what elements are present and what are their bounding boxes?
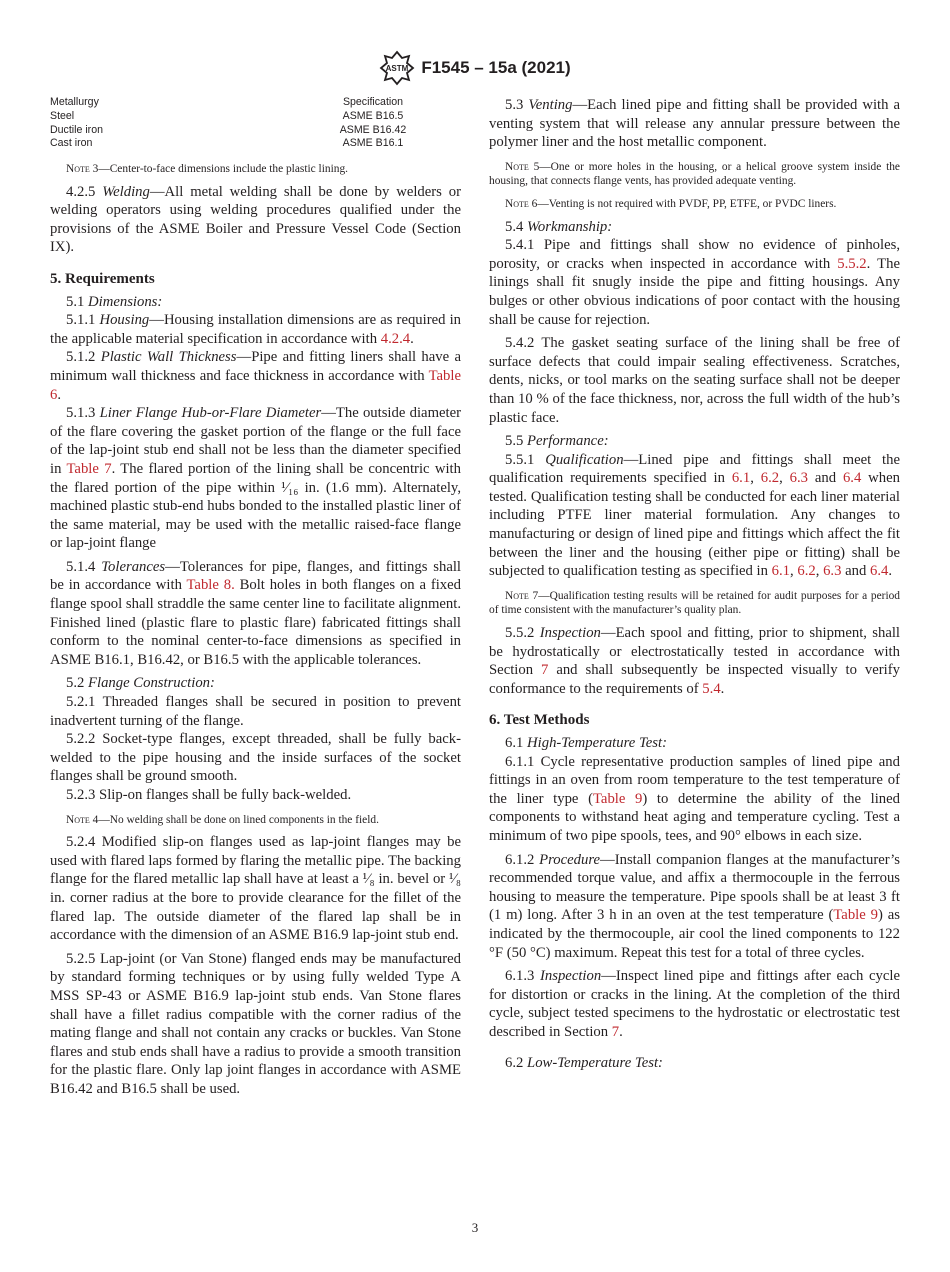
punctuation: .: [720, 680, 725, 697]
paragraph-number: 5.4: [505, 218, 528, 235]
paragraph-text: 5.4.1 Pipe and fittings shall show no evidence of pinholes, porosity, or cracks when inspected in accordance with: [489, 237, 900, 272]
paragraph-text: —Inspect lined pipe and fittings after each cycle for distortion or cracks in the lining. At the completion of the third cycle, subject tested specimens to the hydrostatic or electrostatic test described in Section: [489, 968, 900, 1040]
paragraph-5-2-4: 5.2.4 Modified slip-on flanges used as lap-joint flanges may be used with flared laps formed by flaring the metallic pipe. The backing flange for the flared metallic lap shall have at least a ¹⁄₈ in. bevel or ¹⁄₈ in. corner radius at the bore to provide clearance for the fillet of the flared lap. The outside diameter of the flared lap shall be in accordance with the dimension of an ASME B16.9 lap-joint stub end.: [50, 834, 461, 944]
paragraph-text: Bolt holes in both flanges on a fixed flange spool shall straddle the same center line to facilitate alignment. Finished lined (plastic flare to plastic flare) fabricated fittings shall conform to the nominal center-to-face dimensions as specified in ASME B16.1, B16.42, or B16.5 with the applicable tolerances.: [50, 577, 462, 668]
table-cell-metal: Cast iron: [50, 137, 93, 150]
paragraph-number: 6.1.3: [505, 968, 541, 985]
note-label: Note: [66, 813, 90, 826]
note-text: 5—One or more holes in the housing, or a helical groove system inside the housing, that connects flange vents, has provided adequate venting.: [489, 160, 900, 188]
punctuation: and: [808, 470, 843, 487]
paragraph-number: 6.1.2: [505, 851, 540, 868]
paragraph-text: —The outside diameter of the flare covering the gasket portion of the flange or the full face of the lap-joint stub end shall not be less than the diameter specified in: [50, 405, 461, 477]
paragraph-number: 4.2.5: [66, 183, 103, 200]
paragraph-5-5: [489, 432, 900, 451]
paragraph-text: —All metal welding shall be done by welders or welding operators using welding procedures qualified under the provisions of the ASME Boiler and Pressure Vessel Code (Section IX).: [50, 183, 461, 256]
note-label: Note: [505, 197, 529, 210]
paragraph-text: —Install companion flanges at the manufacturer’s recommended torque value, and affix a thermocouple in the ferrous housing to measure the temperature. Pipe spools shall be at least 3 ft (1 m) long. After 3 h in an oven at the test temperature (: [489, 851, 900, 924]
paragraph-title: Flange Construction:: [88, 675, 215, 692]
paragraph-6-1-3: [489, 967, 900, 1041]
punctuation: .: [57, 386, 62, 403]
note-text: 6—Venting is not required with PVDF, PP, ETFE, or PVDC liners.: [528, 197, 837, 210]
paragraph-text: ) as indicated by the thermocouple, air cool the lined components to 122 °F (50 °C) maximum. Repeat this test for a total of three cycles.: [489, 907, 900, 961]
paragraph-text: —Each spool and fitting, prior to shipment, shall be hydrostatically or electrostatically tested in accordance with Section: [489, 625, 901, 679]
paragraph-5-2-3: 5.2.3 Slip-on flanges shall be fully back-welded.: [66, 787, 352, 803]
paragraph-6-1-1: [489, 753, 900, 846]
paragraph-5-4: [489, 218, 900, 237]
paragraph-title: Procedure: [539, 851, 601, 868]
paragraph-title: Performance:: [527, 433, 609, 450]
xref-link[interactable]: Table 9: [592, 790, 643, 807]
table-header-metallurgy: Metallurgy: [50, 96, 99, 108]
paragraph-title: High-Temperature Test:: [527, 735, 667, 751]
table-cell-metal: Steel: [50, 109, 75, 122]
section-6-heading: 6. Test Methods: [489, 712, 590, 729]
note-3: [50, 162, 461, 177]
paragraph-title: Dimensions:: [88, 293, 163, 310]
table-cell-spec: ASME B16.42: [339, 123, 407, 136]
table-cell-spec: ASME B16.5: [342, 109, 404, 122]
paragraph-6-1-2: [489, 851, 900, 963]
paragraph-number: 5.5.1: [505, 451, 546, 468]
xref-link[interactable]: 7: [611, 1023, 620, 1040]
note-text: 7—Qualification testing results will be retained for audit purposes for a period of time consistent with the manufacturer’s quality plan.: [489, 589, 900, 617]
table-row: [50, 110, 461, 124]
paragraph-title: Inspection: [540, 968, 602, 985]
paragraph-5-5-2: [489, 624, 900, 698]
paragraph-number: 5.1.4: [66, 558, 102, 575]
punctuation: and: [841, 563, 870, 580]
xref-link[interactable]: Table 6: [50, 367, 461, 403]
paragraph-number: 5.1.1: [66, 312, 100, 329]
xref-link[interactable]: 6.1: [771, 563, 791, 580]
paragraph-5-2-5: 5.2.5 Lap-joint (or Van Stone) flanged ends may be manufactured by standard forming techniques or by using fully welded Type A MSS SP-43 or ASME B16.9 lap-joint stub ends. Van Stone flares shall have a fillet radius compatible with the corner radius of the mating flange and shall not contain any cracks or buckles. Van Stone flares and stub ends shall have a radius to provide a smooth transition for the plastic flare. Only lap joint flanges in accordance with ASME B16.42 and B16.5 shall be used.: [50, 950, 461, 1097]
paragraph-text: —Each lined pipe and fitting shall be provided with a venting system that will release any annular pressure between the polymer liner and the host metallic component.: [489, 97, 901, 151]
xref-link[interactable]: Table 9: [833, 907, 878, 924]
paragraph-text: . The linings shall fit snugly inside the pipe and fitting housings. Any bulges or other obvious indications of poor contact with the housing shall be cause for rejection.: [489, 255, 900, 328]
punctuation: ,: [779, 470, 790, 487]
paragraph-5-5-1: [489, 451, 900, 581]
xref-link[interactable]: 6.4: [842, 470, 862, 487]
note-6: [489, 197, 900, 212]
paragraph-5-4-2: 5.4.2 The gasket seating surface of the lining shall be free of surface defects that could impair sealing effectiveness. Scratches, dents, nicks, or tool marks on the seating surface shall not be deeper than 10 % of the face thickness, nor, across the full width of the hub’s plastic face.: [489, 335, 900, 426]
note-label: Note: [66, 163, 90, 175]
note-label: Note: [505, 160, 529, 173]
note-label: Note: [505, 589, 529, 602]
paragraph-5-1: [50, 293, 461, 312]
paragraph-title: Qualification: [545, 451, 624, 468]
paragraph-title: Housing: [99, 312, 150, 329]
paragraph-title: Low-Temperature Test:: [527, 1054, 663, 1071]
paragraph-6-1: [489, 734, 900, 753]
punctuation: .: [619, 1023, 623, 1040]
paragraph-text: . The flared portion of the lining shall be concentric with the flared portion of the pipe within ¹⁄₁₆ in. (1.6 mm). Alternately, machined plastic stub-end hubs bonded to the installed plastic liner of the same material, may be used with the metallic raised-face flange or lap-joint flange: [50, 460, 461, 552]
xref-link[interactable]: 7: [541, 662, 549, 679]
punctuation: ,: [750, 470, 761, 487]
logo-text: ASTM: [385, 64, 409, 73]
xref-link[interactable]: 4.2.4: [380, 330, 411, 347]
paragraph-number: 5.1: [66, 293, 89, 310]
page-header: [0, 50, 950, 86]
note-4: [50, 813, 461, 828]
right-column: [489, 96, 900, 1072]
punctuation: .: [888, 563, 893, 580]
paragraph-title: Venting: [528, 97, 573, 113]
xref-link[interactable]: 6.4: [869, 563, 889, 580]
paragraph-title: Welding: [102, 183, 150, 200]
paragraph-5-2-1: 5.2.1 Threaded flanges shall be secured in position to prevent inadvertent turning of the flange.: [50, 694, 461, 729]
paragraph-text: —Pipe and fitting liners shall have a minimum wall thickness and face thickness in accordance with: [50, 349, 462, 384]
xref-link[interactable]: Table 8.: [186, 577, 235, 594]
paragraph-text: —Tolerances for pipe, flanges, and fittings shall be in accordance with: [50, 558, 461, 594]
paragraph-title: Liner Flange Hub-or-Flare Diameter: [99, 405, 322, 422]
metallurgy-table: [50, 96, 461, 154]
paragraph-text: 6.1.1 Cycle representative production samples of lined pipe and fittings in an oven from room temperature to the test temperature of the liner type (: [489, 753, 900, 807]
paragraph-text: —Lined pipe and fittings shall meet the qualification requirements specified in: [489, 451, 900, 487]
page-number: 3: [471, 1220, 479, 1235]
punctuation: ,: [815, 563, 824, 580]
paragraph-6-2: [489, 1054, 900, 1073]
xref-link[interactable]: 6.1: [731, 470, 751, 487]
paragraph-5-1-1: [50, 311, 461, 348]
section-5-heading: 5. Requirements: [50, 270, 155, 287]
table-row: [50, 137, 461, 151]
paragraph-text: and shall subsequently be inspected visually to verify conformance to the requirements of: [489, 662, 900, 697]
xref-link[interactable]: 6.3: [823, 563, 842, 580]
paragraph-5-1-2: [50, 348, 461, 404]
punctuation: .: [410, 330, 414, 347]
paragraph-number: 5.3: [505, 97, 529, 113]
paragraph-5-4-1: [489, 236, 900, 329]
paragraph-number: 5.1.2: [66, 349, 101, 366]
paragraph-5-1-3: [50, 404, 461, 553]
xref-link[interactable]: 6.3: [789, 470, 808, 487]
note-7: [489, 589, 900, 618]
document-title: F1545 – 15a (2021): [421, 58, 571, 77]
paragraph-title: Inspection: [539, 625, 601, 642]
xref-link[interactable]: 5.4: [702, 680, 721, 697]
table-header-specification: Specification: [342, 96, 404, 108]
table-header-row: [50, 96, 461, 110]
paragraph-title: Tolerances: [101, 558, 166, 575]
paragraph-number: 5.2: [66, 675, 89, 692]
paragraph-5-2-2: 5.2.2 Socket-type flanges, except threaded, shall be fully back-welded to the pipe housing and the inside surfaces of the socket flanges shall be ground smooth.: [50, 731, 461, 785]
paragraph-5-1-4: [50, 558, 461, 670]
table-cell-metal: Ductile iron: [50, 123, 103, 136]
xref-link[interactable]: Table 7: [66, 460, 112, 477]
punctuation: ,: [790, 563, 798, 580]
paragraph-text: —Housing installation dimensions are as required in the applicable material specification in accordance with: [50, 312, 462, 347]
note-text: 4—No welding shall be done on lined components in the field.: [89, 813, 379, 826]
xref-link[interactable]: 6.2: [760, 470, 780, 487]
table-row: [50, 124, 461, 138]
paragraph-4-2-5: [50, 183, 461, 257]
paragraph-number: 6.2: [505, 1054, 528, 1071]
paragraph-5-3: [489, 96, 900, 152]
note-text: 3—Center-to-face dimensions include the plastic lining.: [89, 163, 348, 175]
paragraph-number: 5.1.3: [66, 405, 100, 422]
paragraph-text: ) to determine the ability of the lined components to withstand heat aging and temperature cycling. Test a minimum of two pipe spools, tees, and 90° elbows in each size.: [489, 790, 900, 844]
paragraph-5-2: [50, 674, 461, 693]
left-column: [50, 96, 461, 1099]
paragraph-number: 6.1: [505, 735, 528, 751]
paragraph-title: Workmanship:: [527, 218, 613, 235]
paragraph-text: when tested. Qualification testing shall be conducted for each liner material including PTFE liner material formulation. Any changes to manufacturing or design of lined pipe and fittings which affect the fit between the liner and the housing (either pipe or fitting) shall be subjected to qualification testing as specified in: [489, 470, 900, 580]
note-5: [489, 160, 900, 189]
xref-link[interactable]: 5.5.2: [837, 255, 867, 272]
astm-logo-icon: [379, 50, 415, 86]
paragraph-title: Plastic Wall Thickness: [100, 349, 237, 366]
table-cell-spec: ASME B16.1: [342, 137, 404, 150]
paragraph-number: 5.5.2: [505, 625, 540, 642]
xref-link[interactable]: 6.2: [797, 563, 816, 580]
paragraph-number: 5.5: [505, 433, 528, 450]
